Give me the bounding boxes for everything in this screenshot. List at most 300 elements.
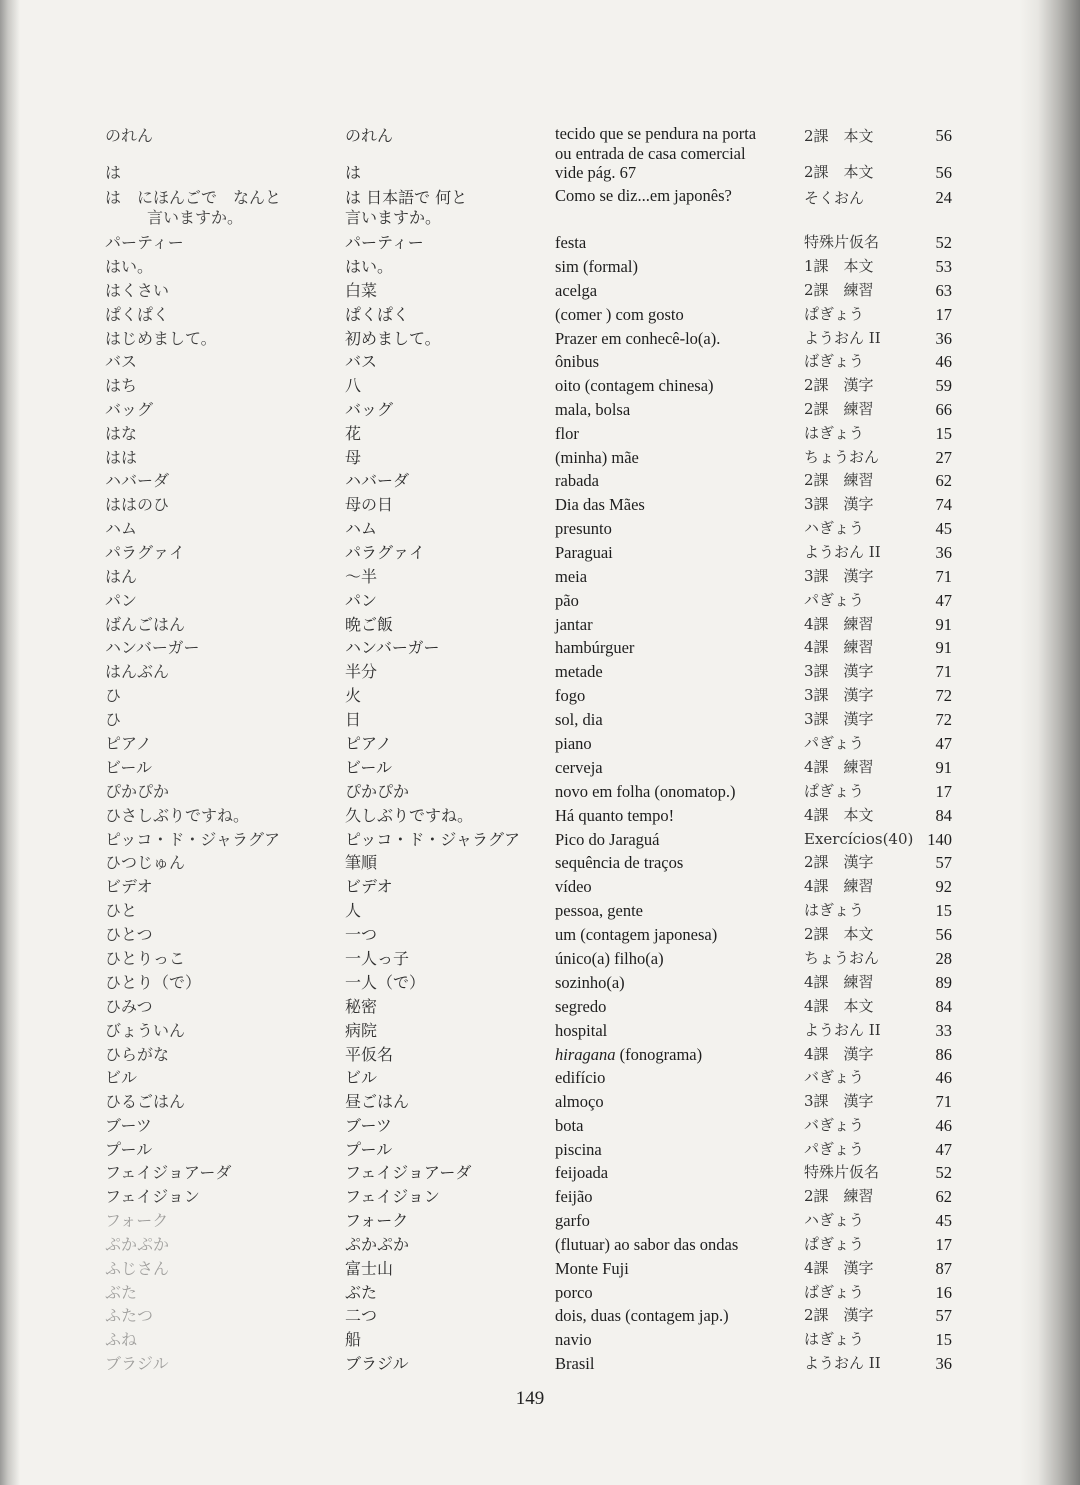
entry-reading — [105, 231, 330, 254]
entry-written-form — [345, 899, 545, 922]
entry-written-text: ハム — [345, 519, 378, 538]
entry-reading — [105, 1185, 330, 1208]
entry-page-reference: 57 — [935, 853, 952, 872]
entry-page-reference: 47 — [935, 1140, 952, 1159]
glossary-row — [0, 828, 1080, 851]
entry-written-text: 日 — [345, 710, 362, 729]
glossary-row — [0, 350, 1080, 373]
entry-reading — [105, 327, 330, 350]
glossary-row — [0, 971, 1080, 994]
entry-reading-text: フェイジョアーダ — [105, 1163, 232, 1182]
entry-reading-text: プール — [105, 1140, 153, 1159]
entry-reading — [105, 374, 330, 397]
entry-translation-text: Há quanto tempo! — [555, 806, 675, 825]
entry-page-reference: 91 — [935, 638, 952, 657]
entry-reading — [105, 780, 330, 803]
entry-reading-text: は — [105, 163, 122, 182]
entry-written-form — [345, 947, 545, 970]
glossary-row — [0, 947, 1080, 970]
entry-translation-text: pessoa, gente — [555, 901, 643, 920]
glossary-row — [0, 636, 1080, 659]
entry-written-form — [345, 327, 545, 350]
entry-lesson-reference: 4課 練習 — [804, 638, 874, 656]
entry-translation-italic: hiragana — [555, 1045, 616, 1064]
glossary-row — [0, 1281, 1080, 1304]
entry-reading — [105, 708, 330, 731]
entry-written-form — [345, 493, 545, 516]
entry-translation-text: hambúrguer — [555, 638, 635, 657]
entry-written-text: ピアノ — [345, 734, 392, 753]
entry-reading — [105, 1066, 330, 1089]
entry-reading-text: ひとりっこ — [105, 949, 186, 968]
entry-written-text: 人 — [345, 901, 362, 920]
entry-reading — [105, 1209, 330, 1232]
entry-translation-text: fogo — [555, 686, 586, 705]
entry-page-reference: 15 — [935, 1330, 952, 1349]
entry-translation-text: (flutuar) ao sabor das ondas — [555, 1235, 739, 1254]
entry-reading-text: ひさしぶりですね。 — [105, 806, 250, 825]
glossary-row — [0, 1066, 1080, 1089]
entry-reading — [105, 398, 330, 421]
entry-reading-text: ひと — [105, 901, 138, 920]
entry-lesson-reference: 4課 練習 — [804, 615, 874, 633]
entry-translation — [555, 1019, 795, 1042]
entry-translation — [555, 828, 795, 851]
entry-page-reference: 56 — [935, 163, 952, 182]
entry-reading-text: ブラジル — [105, 1354, 169, 1373]
entry-lesson-reference: 3課 漢字 — [804, 567, 874, 585]
entry-translation-continuation: ou entrada de casa comercial — [555, 144, 746, 163]
glossary-row — [0, 446, 1080, 469]
entry-translation-text: feijão — [555, 1187, 593, 1206]
entry-page-reference: 86 — [935, 1045, 952, 1064]
entry-translation — [555, 446, 795, 469]
entry-page-reference: 17 — [935, 305, 952, 324]
entry-page-reference: 46 — [935, 1068, 952, 1087]
entry-reading-text: ビデオ — [105, 877, 153, 896]
entry-lesson-reference: 4課 練習 — [804, 877, 874, 895]
entry-translation — [555, 1281, 795, 1304]
glossary-row — [0, 422, 1080, 445]
entry-lesson-reference: はぎょう — [804, 901, 865, 919]
entry-translation — [555, 161, 795, 184]
entry-translation-text: Prazer em conhecê-lo(a). — [555, 329, 721, 348]
entry-written-form — [345, 469, 545, 492]
entry-translation-text: Monte Fuji — [555, 1259, 629, 1278]
entry-reading-text: パン — [105, 591, 138, 610]
glossary-row — [0, 804, 1080, 827]
entry-written-text: 母 — [345, 448, 362, 467]
entry-translation — [555, 398, 795, 421]
entry-reading-text: ぷかぷか — [105, 1235, 170, 1254]
entry-page-reference: 62 — [935, 1187, 952, 1206]
glossary-row — [0, 589, 1080, 612]
entry-written-form — [345, 732, 545, 755]
entry-translation-text: (fonograma) — [615, 1045, 703, 1064]
entry-page-reference: 47 — [935, 734, 952, 753]
entry-reading-text: ははのひ — [105, 495, 170, 514]
entry-page-reference: 17 — [935, 782, 952, 801]
entry-lesson-reference: バぎょう — [804, 1068, 865, 1086]
entry-translation-text: único(a) filho(a) — [555, 949, 664, 968]
entry-reading — [105, 541, 330, 564]
entry-written-form — [345, 1019, 545, 1042]
entry-reading-text: はんぶん — [105, 662, 170, 681]
entry-reading-text: ひみつ — [105, 997, 153, 1016]
entry-translation — [555, 995, 795, 1018]
entry-written-form — [345, 1090, 545, 1113]
entry-written-text: 一人（で） — [345, 973, 426, 992]
entry-page-reference: 17 — [935, 1235, 952, 1254]
entry-reading — [105, 756, 330, 779]
entry-written-form — [345, 1138, 545, 1161]
entry-written-form — [345, 684, 545, 707]
entry-reading — [105, 565, 330, 588]
entry-reading-text: はじめまして。 — [105, 329, 217, 348]
entry-written-form — [345, 1281, 545, 1304]
entry-written-form — [345, 756, 545, 779]
entry-translation-text: Como se diz...em japonês? — [555, 186, 732, 205]
entry-lesson-reference: パぎょう — [804, 1140, 865, 1158]
entry-written-text: ぱくぱく — [345, 305, 410, 324]
glossary-row — [0, 374, 1080, 397]
entry-written-text: はい。 — [345, 257, 394, 276]
entry-lesson-reference: 2課 漢字 — [804, 376, 874, 394]
entry-page-reference: 15 — [935, 424, 952, 443]
entry-written-text: 初めまして。 — [345, 329, 441, 348]
entry-translation — [555, 350, 795, 373]
entry-reading — [105, 422, 330, 445]
entry-written-form — [345, 613, 545, 636]
entry-page-reference: 52 — [935, 1163, 952, 1182]
entry-written-text: バス — [345, 352, 378, 371]
entry-translation-text: sim (formal) — [555, 257, 638, 276]
entry-translation-text: piscina — [555, 1140, 602, 1159]
glossary-row — [0, 851, 1080, 874]
entry-reading-text: ピッコ・ド・ジャラグア — [105, 830, 281, 849]
entry-reading — [105, 493, 330, 516]
entry-written-text: は 日本語で 何と — [345, 188, 468, 207]
glossary-row — [0, 1114, 1080, 1137]
entry-translation — [555, 1352, 795, 1375]
entry-page-reference: 57 — [935, 1306, 952, 1325]
entry-page-reference: 66 — [935, 400, 952, 419]
entry-translation-text: hospital — [555, 1021, 608, 1040]
entry-lesson-reference: 2課 本文 — [804, 163, 874, 181]
entry-translation-text: cerveja — [555, 758, 603, 777]
entry-reading-text: ばんごはん — [105, 615, 186, 634]
entry-lesson-reference: 4課 本文 — [804, 997, 874, 1015]
entry-reading — [105, 828, 330, 851]
entry-written-form — [345, 971, 545, 994]
entry-translation — [555, 1161, 795, 1184]
entry-translation — [555, 971, 795, 994]
glossary-row — [0, 1233, 1080, 1256]
entry-lesson-reference: 4課 漢字 — [804, 1045, 874, 1063]
entry-written-text: 富士山 — [345, 1259, 394, 1278]
entry-reading-text: フォーク — [105, 1211, 169, 1230]
entry-written-text: ハンバーガー — [345, 638, 440, 657]
entry-written-text: 八 — [345, 376, 362, 395]
entry-reading — [105, 1138, 330, 1161]
entry-translation-text: Brasil — [555, 1354, 595, 1373]
entry-written-text: ハバーダ — [345, 471, 410, 490]
entry-translation — [555, 541, 795, 564]
entry-reading — [105, 875, 330, 898]
glossary-row — [0, 756, 1080, 779]
entry-lesson-reference: ハぎょう — [804, 519, 865, 537]
entry-written-form — [345, 1304, 545, 1327]
entry-written-text: ぴかぴか — [345, 782, 410, 801]
entry-lesson-reference: 2課 練習 — [804, 471, 874, 489]
entry-translation-text: segredo — [555, 997, 607, 1016]
entry-page-reference: 36 — [935, 1354, 952, 1373]
entry-reading — [105, 255, 330, 278]
entry-translation — [555, 613, 795, 636]
glossary-row — [0, 541, 1080, 564]
entry-translation-text: meia — [555, 567, 588, 586]
entry-reading-text: ひ — [105, 686, 122, 705]
entry-reading — [105, 923, 330, 946]
entry-reading-text: はい。 — [105, 257, 154, 276]
entry-written-text: フェイジョン — [345, 1187, 440, 1206]
entry-page-reference: 56 — [935, 925, 952, 944]
entry-lesson-reference: 4課 漢字 — [804, 1259, 874, 1277]
entry-translation-text: oito (contagem chinesa) — [555, 376, 714, 395]
entry-written-text: 花 — [345, 424, 362, 443]
entry-written-text: 〜半 — [345, 567, 378, 586]
entry-translation — [555, 732, 795, 755]
entry-page-reference: 72 — [935, 686, 952, 705]
entry-reading — [105, 1352, 330, 1375]
entry-page-reference: 56 — [935, 126, 952, 145]
entry-translation-text: acelga — [555, 281, 598, 300]
entry-reading — [105, 995, 330, 1018]
entry-written-form — [345, 303, 545, 326]
entry-translation — [555, 1066, 795, 1089]
glossary-row — [0, 1043, 1080, 1066]
entry-reading-text: はは — [105, 448, 138, 467]
entry-page-reference: 46 — [935, 352, 952, 371]
entry-lesson-reference: Exercícios(40) — [804, 830, 914, 848]
entry-reading — [105, 1043, 330, 1066]
entry-written-text: ビル — [345, 1068, 378, 1087]
entry-written-text: 一つ — [345, 925, 378, 944]
glossary-row — [0, 517, 1080, 540]
glossary-row — [0, 780, 1080, 803]
glossary-row — [0, 1090, 1080, 1113]
entry-written-text: ブラジル — [345, 1354, 409, 1373]
glossary-row — [0, 1257, 1080, 1280]
entry-translation — [555, 1209, 795, 1232]
entry-page-reference: 33 — [935, 1021, 952, 1040]
glossary-row — [0, 327, 1080, 350]
entry-translation — [555, 780, 795, 803]
entry-reading-text: ビール — [105, 758, 153, 777]
entry-written-text: 筆順 — [345, 853, 378, 872]
entry-translation-text: sequência de traços — [555, 853, 684, 872]
entry-translation-text: um (contagem japonesa) — [555, 925, 718, 944]
entry-translation — [555, 1304, 795, 1327]
entry-written-form — [345, 1352, 545, 1375]
entry-translation — [555, 1257, 795, 1280]
entry-page-reference: 28 — [935, 949, 952, 968]
entry-translation-text: dois, duas (contagem jap.) — [555, 1306, 729, 1325]
entry-page-reference: 87 — [935, 1259, 952, 1278]
entry-translation — [555, 708, 795, 731]
glossary-row — [0, 995, 1080, 1018]
entry-written-continuation: 言いますか。 — [345, 208, 442, 227]
entry-translation — [555, 1328, 795, 1351]
glossary-row — [0, 660, 1080, 683]
entry-written-text: ぶた — [345, 1283, 378, 1302]
entry-lesson-reference: パぎょう — [804, 734, 865, 752]
entry-written-text: 母の日 — [345, 495, 394, 514]
entry-written-form — [345, 126, 545, 146]
entry-reading-text: ぱくぱく — [105, 305, 170, 324]
entry-translation — [555, 1185, 795, 1208]
entry-written-form — [345, 350, 545, 373]
entry-reading-text: パーティー — [105, 233, 184, 252]
entry-reading — [105, 660, 330, 683]
entry-reading-text: はん — [105, 567, 138, 586]
entry-translation — [555, 374, 795, 397]
entry-lesson-reference: ばぎょう — [804, 1283, 865, 1301]
entry-translation — [555, 124, 795, 164]
entry-translation — [555, 517, 795, 540]
entry-page-reference: 63 — [935, 281, 952, 300]
entry-written-text: 秘密 — [345, 997, 378, 1016]
entry-written-form — [345, 875, 545, 898]
entry-reading — [105, 684, 330, 707]
entry-written-form — [345, 589, 545, 612]
entry-page-reference: 46 — [935, 1116, 952, 1135]
entry-reading — [105, 1161, 330, 1184]
entry-reading-text: ビル — [105, 1068, 138, 1087]
entry-written-form — [345, 1233, 545, 1256]
glossary-row — [0, 1304, 1080, 1327]
entry-translation-text: tecido que se pendura na porta — [555, 124, 757, 143]
glossary-row — [0, 684, 1080, 707]
entry-translation-text: Dia das Mães — [555, 495, 645, 514]
glossary-row — [0, 469, 1080, 492]
entry-translation — [555, 660, 795, 683]
entry-lesson-reference: 3課 漢字 — [804, 662, 874, 680]
entry-written-text: 昼ごはん — [345, 1092, 410, 1111]
glossary-row — [0, 1352, 1080, 1375]
glossary-row — [0, 732, 1080, 755]
entry-reading — [105, 1304, 330, 1327]
entry-lesson-reference: 2課 練習 — [804, 1187, 874, 1205]
entry-written-text: 久しぶりですね。 — [345, 806, 474, 825]
entry-written-text: プール — [345, 1140, 393, 1159]
entry-translation — [555, 279, 795, 302]
entry-translation-text: metade — [555, 662, 603, 681]
entry-reading-text: ピアノ — [105, 734, 152, 753]
entry-lesson-reference: ようおん II — [804, 329, 881, 347]
entry-reading — [105, 1019, 330, 1042]
entry-translation-text: presunto — [555, 519, 612, 538]
entry-reading-text: ふじさん — [105, 1259, 170, 1278]
glossary-row — [0, 875, 1080, 898]
entry-written-form — [345, 1328, 545, 1351]
entry-page-reference: 27 — [935, 448, 952, 467]
entry-reading — [105, 1281, 330, 1304]
entry-translation — [555, 1138, 795, 1161]
entry-lesson-reference: ぱぎょう — [804, 305, 865, 323]
entry-translation — [555, 636, 795, 659]
entry-written-text: ぷかぷか — [345, 1235, 410, 1254]
entry-reading — [105, 1090, 330, 1113]
entry-written-form — [345, 422, 545, 445]
entry-translation-text: feijoada — [555, 1163, 609, 1182]
entry-translation-text: flor — [555, 424, 579, 443]
entry-page-reference: 71 — [935, 1092, 952, 1111]
entry-written-form — [345, 708, 545, 731]
entry-page-reference: 91 — [935, 758, 952, 777]
entry-written-form — [345, 828, 545, 851]
entry-reading-text: ふたつ — [105, 1306, 154, 1325]
entry-lesson-reference: ぱぎょう — [804, 1235, 865, 1253]
entry-translation — [555, 303, 795, 326]
entry-written-text: バッグ — [345, 400, 394, 419]
entry-written-text: 白菜 — [345, 281, 378, 300]
entry-written-text: ビール — [345, 758, 393, 777]
entry-translation — [555, 804, 795, 827]
entry-page-reference: 45 — [935, 1211, 952, 1230]
entry-written-text: は — [345, 163, 362, 182]
entry-reading-text: ハム — [105, 519, 138, 538]
entry-lesson-reference: ちょうおん — [804, 448, 880, 466]
entry-reading-text: ぴかぴか — [105, 782, 170, 801]
entry-lesson-reference: 特殊片仮名 — [804, 233, 880, 251]
entry-translation — [555, 493, 795, 516]
entry-translation — [555, 327, 795, 350]
entry-lesson-reference: 2課 練習 — [804, 400, 874, 418]
entry-written-form — [345, 1161, 545, 1184]
entry-written-text: ピッコ・ド・ジャラグア — [345, 830, 521, 849]
entry-reading-text: ひつじゅん — [105, 853, 186, 872]
entry-translation — [555, 851, 795, 874]
entry-lesson-reference: 3課 漢字 — [804, 495, 874, 513]
entry-page-reference: 72 — [935, 710, 952, 729]
entry-translation — [555, 923, 795, 946]
entry-translation — [555, 422, 795, 445]
entry-written-form — [345, 1185, 545, 1208]
entry-lesson-reference: ようおん II — [804, 1354, 881, 1372]
glossary-row — [0, 1328, 1080, 1351]
entry-translation — [555, 186, 795, 206]
entry-translation — [555, 947, 795, 970]
entry-page-reference: 45 — [935, 519, 952, 538]
entry-reading — [105, 188, 330, 228]
entry-page-reference: 71 — [935, 567, 952, 586]
entry-translation-text: (comer ) com gosto — [555, 305, 684, 324]
glossary-row — [0, 1019, 1080, 1042]
glossary-row — [0, 1138, 1080, 1161]
entry-page-reference: 140 — [927, 830, 952, 849]
entry-written-text: ビデオ — [345, 877, 393, 896]
entry-written-form — [345, 660, 545, 683]
entry-translation — [555, 756, 795, 779]
entry-page-reference: 24 — [935, 188, 952, 207]
entry-reading — [105, 947, 330, 970]
entry-page-reference: 84 — [935, 806, 952, 825]
entry-translation-text: piano — [555, 734, 592, 753]
entry-written-form — [345, 231, 545, 254]
entry-page-reference: 52 — [935, 233, 952, 252]
entry-reading — [105, 971, 330, 994]
